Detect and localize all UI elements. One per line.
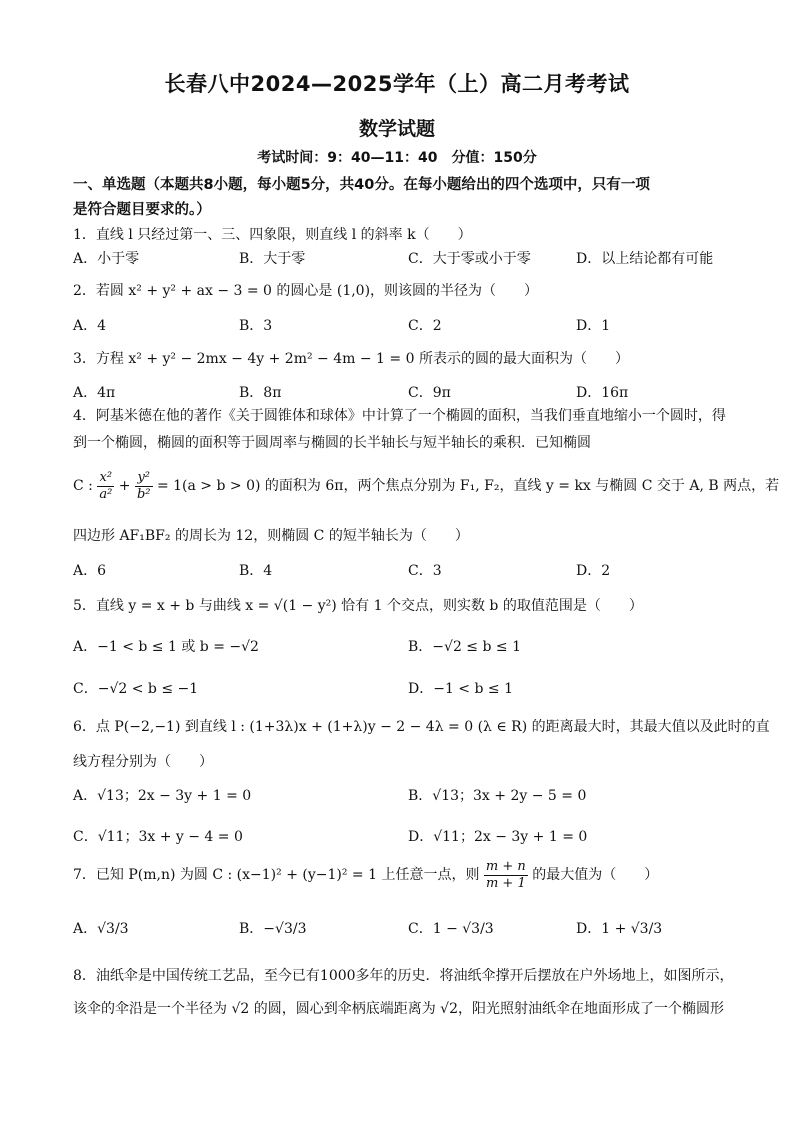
question-5-options-row2 bbox=[73, 678, 753, 698]
question-8-line2: 该伞的伞沿是一个半径为 √2 的圆，圆心到伞柄底端距离为 √2，阳光照射油纸伞在地面形成了一个椭圆形 bbox=[73, 1001, 725, 1017]
section-heading-cont: 是符合题目要求的。） bbox=[73, 202, 211, 218]
question-4-line1: 4．阿基米德在他的著作《关于圆锥体和球体》中计算了一个椭圆的面积，当我们垂直地缩小一个圆时，得 bbox=[73, 408, 726, 424]
option-b[interactable]: B．大于零 bbox=[239, 251, 306, 267]
question-8-line1: 8．油纸伞是中国传统工艺品，至今已有1000多年的历史．将油纸伞撑开后摆放在户外场地上，如图所示， bbox=[73, 968, 734, 984]
question-7-options bbox=[73, 918, 753, 938]
section-heading: 一、单选题（本题共8小题，每小题5分，共40分。在每小题给出的四个选项中，只有一项 bbox=[73, 177, 650, 193]
option-d[interactable]: D．−1 < b ≤ 1 bbox=[408, 681, 513, 697]
question-5-stem: 5．直线 y = x + b 与曲线 x = √(1 − y²) 恰有 1 个交点，则实数 b 的取值范围是（ ） bbox=[73, 598, 643, 614]
fraction-denominator: m + 1 bbox=[485, 875, 526, 891]
option-c[interactable]: C．大于零或小于零 bbox=[408, 251, 531, 267]
option-b[interactable]: B．−√2 ≤ b ≤ 1 bbox=[408, 639, 521, 655]
question-2-stem: 2．若圆 x² + y² + ax − 3 = 0 的圆心是 (1,0)，则该圆的半径为（ ） bbox=[73, 283, 539, 299]
option-a[interactable]: A．4π bbox=[73, 385, 116, 401]
option-c[interactable]: C．1 − √3/3 bbox=[408, 921, 494, 937]
option-b[interactable]: B．8π bbox=[239, 385, 282, 401]
exam-title: 长春八中2024—2025学年（上）高二月考考试 bbox=[164, 72, 630, 96]
option-d[interactable]: D．1 + √3/3 bbox=[576, 921, 663, 937]
ellipse-label: C : bbox=[73, 478, 93, 494]
question-1-options bbox=[73, 248, 753, 268]
exam-info: 考试时间：9：40—11：40 分值：150分 bbox=[257, 150, 537, 166]
subject-title: 数学试题 bbox=[358, 118, 435, 140]
question-6-line1: 6．点 P(−2,−1) 到直线 l : (1+3λ)x + (1+λ)y − 2 − 4λ = 0 (λ ∈ R) 的距离最大时，其最大值以及此时的直 bbox=[73, 719, 770, 735]
question-6-line2: 线方程分别为（ ） bbox=[73, 754, 213, 770]
option-a[interactable]: A．4 bbox=[73, 318, 107, 334]
question-5-options-row1 bbox=[73, 636, 753, 656]
option-d[interactable]: D．2 bbox=[576, 563, 611, 579]
option-b[interactable]: B．−√3/3 bbox=[239, 921, 307, 937]
option-d[interactable]: D．1 bbox=[576, 318, 611, 334]
question-3-stem: 3．方程 x² + y² − 2mx − 4y + 2m² − 4m − 1 = 0 所表示的圆的最大面积为（ ） bbox=[73, 351, 629, 367]
option-b[interactable]: B．4 bbox=[239, 563, 273, 579]
question-4-options bbox=[73, 560, 753, 580]
question-1-stem: 1．直线 l 只经过第一、三、四象限，则直线 l 的斜率 k（ ） bbox=[73, 227, 472, 243]
question-7-prefix: 7．已知 P(m,n) 为圆 C : (x−1)² + (y−1)² = 1 上任意一点，则 bbox=[73, 867, 480, 883]
option-d[interactable]: D．以上结论都有可能 bbox=[576, 251, 714, 267]
option-c[interactable]: C．2 bbox=[408, 318, 442, 334]
option-a[interactable]: A．小于零 bbox=[73, 251, 140, 267]
y-fraction: $\frac{\text{y²}}{\text{b²}}$ bbox=[136, 469, 151, 502]
question-4-line3-text: = 1(a > b > 0) 的面积为 6π，两个焦点分别为 F₁, F₂，直线 y = kx 与椭圆 C 交于 A, B 两点，若 bbox=[156, 478, 780, 494]
fraction-numerator: m + n bbox=[485, 858, 526, 874]
option-a[interactable]: A．√13；2x − 3y + 1 = 0 bbox=[73, 788, 252, 804]
question-6-options-row2 bbox=[73, 826, 753, 846]
question-4-line3: C : $\frac{\text{x²}}{\text{a²}}$ + $\frac{\text{y²}}{\text{b²}}$ = 1(a > b > 0) 的面积为 6π，两个焦点分别为 F₁, F₂，直线 y = kx 与椭圆 C 交于 A, B 两点，若 bbox=[73, 469, 780, 502]
option-c[interactable]: C．9π bbox=[408, 385, 451, 401]
question-3-options bbox=[73, 382, 753, 402]
question-4-line2: 到一个椭圆，椭圆的面积等于圆周率与椭圆的长半轴长与短半轴长的乘积．已知椭圆 bbox=[73, 435, 591, 451]
option-d[interactable]: D．√11；2x − 3y + 1 = 0 bbox=[408, 829, 588, 845]
question-2-options bbox=[73, 315, 753, 335]
question-6-options-row1 bbox=[73, 785, 753, 805]
option-a[interactable]: A．6 bbox=[73, 563, 107, 579]
option-b[interactable]: B．3 bbox=[239, 318, 273, 334]
option-b[interactable]: B．√13；3x + 2y − 5 = 0 bbox=[408, 788, 587, 804]
option-a[interactable]: A．−1 < b ≤ 1 或 b = −√2 bbox=[73, 639, 259, 655]
question-4-line4: 四边形 AF₁BF₂ 的周长为 12，则椭圆 C 的短半轴长为（ ） bbox=[73, 528, 469, 544]
option-d[interactable]: D．16π bbox=[576, 385, 629, 401]
question-7-suffix: 的最大值为（ ） bbox=[532, 867, 659, 883]
option-c[interactable]: C．√11；3x + y − 4 = 0 bbox=[73, 829, 243, 845]
question-7-stem bbox=[73, 856, 658, 894]
option-a[interactable]: A．√3/3 bbox=[73, 921, 129, 937]
option-c[interactable]: C．3 bbox=[408, 563, 442, 579]
x-fraction: $\frac{\text{x²}}{\text{a²}}$ bbox=[99, 469, 113, 502]
question-7-fraction bbox=[484, 859, 528, 892]
option-c[interactable]: C．−√2 < b ≤ −1 bbox=[73, 681, 199, 697]
